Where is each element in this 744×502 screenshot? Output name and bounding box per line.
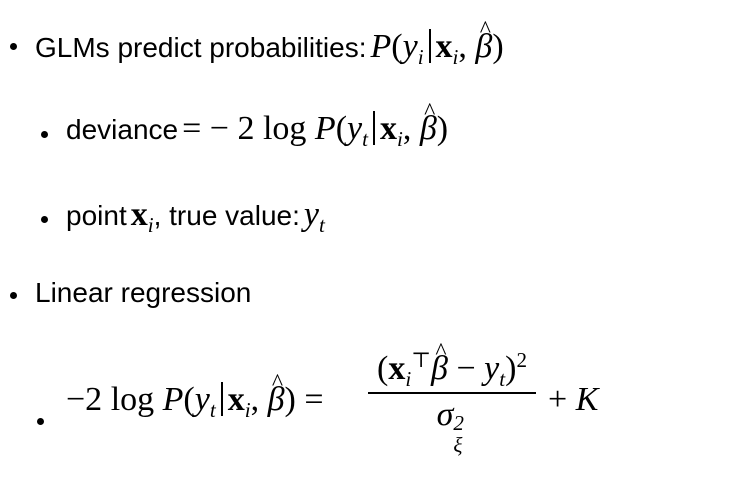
conditional-bar <box>221 382 223 416</box>
bullet-dot <box>10 43 17 50</box>
bullet-dot <box>41 216 48 223</box>
deviance-formula: = − 2 log P(yt xi, ^ β) <box>182 110 448 147</box>
point-x: x <box>130 196 148 233</box>
bullet-point-text: point <box>66 200 127 231</box>
fraction-bar <box>368 392 536 394</box>
true-y: y <box>303 196 319 233</box>
fraction-denominator: σ 2 ξ <box>436 396 464 457</box>
bullet-linear-regression <box>35 277 251 309</box>
fraction-numerator: (xi⊤^ β − yt)$^2$ <box>377 350 527 388</box>
bullet-dot <box>10 292 17 299</box>
linear-regression-text: Linear regression <box>35 277 252 308</box>
bullet-glms <box>35 28 504 69</box>
bullet-deviance <box>66 110 449 151</box>
conditional-bar <box>373 111 375 145</box>
bullet-glms-text: GLMs predict probabilities: <box>35 32 367 63</box>
bullet-dot <box>37 418 44 425</box>
bullet-dot <box>41 131 48 138</box>
true-value-text: , true value: <box>153 200 300 231</box>
bullet-point: point xi, true value: yt <box>66 196 325 237</box>
linear-regression-rhs: + K <box>548 381 599 418</box>
bullet-deviance-text: deviance <box>66 114 179 145</box>
conditional-bar <box>429 29 431 63</box>
glms-formula: P(yi xi, ^ β) <box>370 28 503 65</box>
linear-regression-lhs: −2 log P(yt xi, ^ β) = <box>66 381 324 419</box>
linear-regression-fraction <box>368 348 536 457</box>
